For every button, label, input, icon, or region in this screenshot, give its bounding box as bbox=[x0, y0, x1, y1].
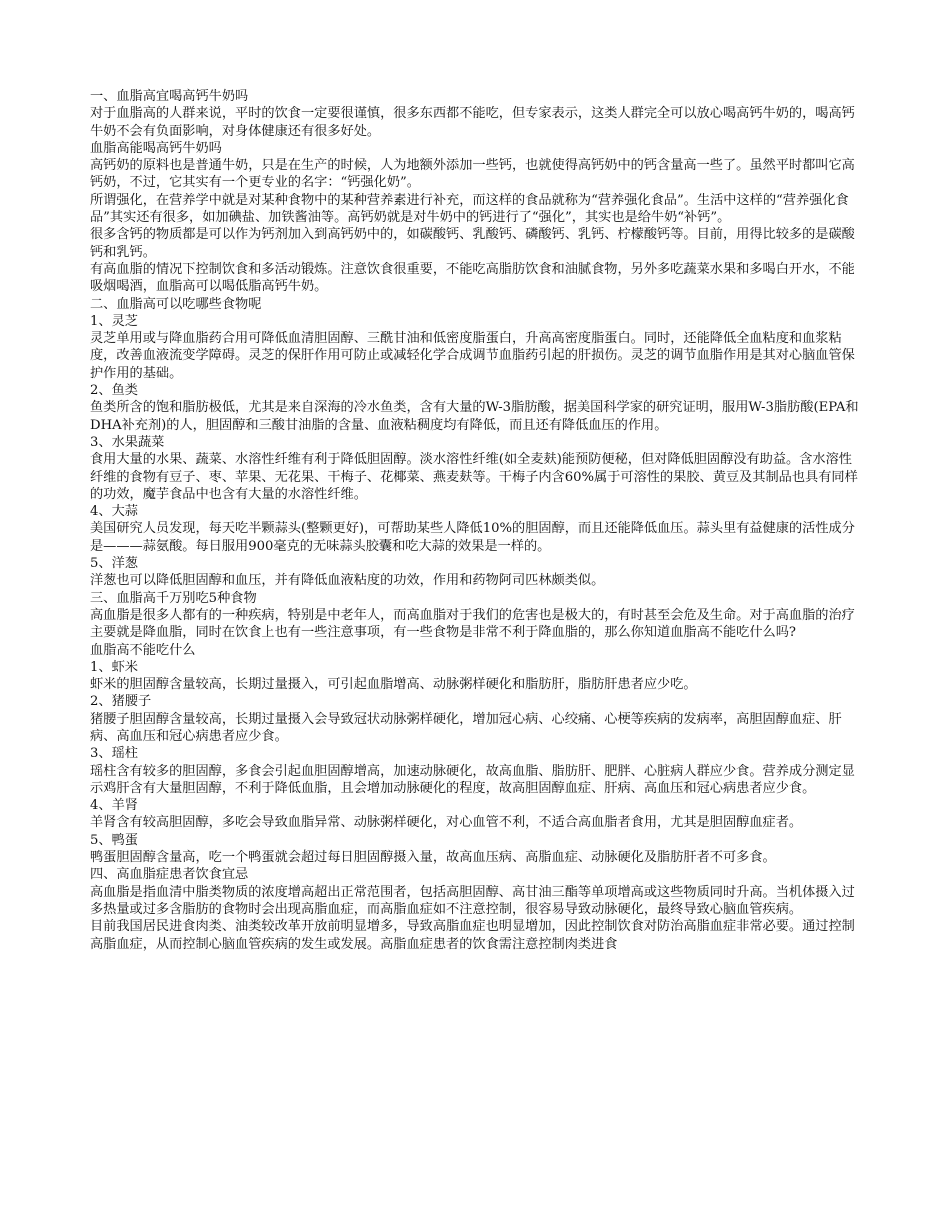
paragraph: 虾米的胆固醇含量较高，长期过量摄入，可引起血脂增高、动脉粥样硬化和脂肪肝，脂肪肝患者应少吃。 bbox=[90, 677, 697, 693]
subheading: 血脂高能喝高钙牛奶吗 bbox=[90, 140, 222, 156]
paragraph: 对于血脂高的人群来说，平时的饮食一定要很谨慎，很多东西都不能吃，但专家表示，这类人群完全可以放心喝高钙牛奶的，喝高钙牛奶不会有负面影响，对身体健康还有很多好处。 bbox=[90, 106, 855, 139]
section-heading-3: 三、血脂高千万别吃5种食物 bbox=[90, 590, 257, 606]
item-heading: 2、猪腰子 bbox=[90, 694, 152, 710]
paragraph: 羊肾含有较高胆固醇，多吃会导致血脂异常、动脉粥样硬化，对心血管不利，不适合高血脂者食用，尤其是胆固醇血症者。 bbox=[90, 815, 803, 831]
paragraph: 鸭蛋胆固醇含量高，吃一个鸭蛋就会超过每日胆固醇摄入量，故高血压病、高脂血症、动脉硬化及脂肪肝者不可多食。 bbox=[90, 850, 776, 866]
paragraph: 食用大量的水果、蔬菜、水溶性纤维有利于降低胆固醇。淡水溶性纤维(如全麦麸)能预防便秘，但对降低胆固醇没有助益。含水溶性纤维的食物有豆子、枣、苹果、无花果、干梅子、花椰菜、燕麦麸等。干梅子内含60%属于可溶性的果胶、黄豆及其制品也具有同样的功效，魔芋食品中也含有大量的水溶性纤维。 bbox=[90, 452, 858, 502]
section-heading-1: 一、血脂高宜喝高钙牛奶吗 bbox=[90, 89, 249, 104]
item-heading: 2、鱼类 bbox=[90, 383, 138, 399]
item-heading: 5、洋葱 bbox=[90, 556, 138, 572]
subheading: 血脂高不能吃什么 bbox=[90, 642, 196, 658]
item-heading: 4、大蒜 bbox=[90, 504, 138, 520]
paragraph: 猪腰子胆固醇含量较高，长期过量摄入会导致冠状动脉粥样硬化，增加冠心病、心绞痛、心梗等疾病的发病率，高胆固醇血症、肝病、高血压和冠心病患者应少食。 bbox=[90, 711, 842, 744]
paragraph: 美国研究人员发现，每天吃半颗蒜头(整颗更好)，可帮助某些人降低10%的胆固醇，而且还能降低血压。蒜头里有益健康的活性成分是———蒜氨酸。每日服用900毫克的无味蒜头胶囊和吃大蒜的效果是一样的。 bbox=[90, 521, 855, 554]
section-heading-2: 二、血脂高可以吃哪些食物呢 bbox=[90, 296, 262, 312]
item-heading: 5、鸭蛋 bbox=[90, 832, 138, 848]
item-heading: 1、灵芝 bbox=[90, 313, 138, 329]
paragraph: 瑶柱含有较多的胆固醇，多食会引起血胆固醇增高，加速动脉硬化，故高血脂、脂肪肝、肥胖、心脏病人群应少食。营养成分测定显示鸡肝含有大量胆固醇，不利于降低血脂，且会增加动脉硬化的程度，故高胆固醇血症、肝病、高血压和冠心病患者应少食。 bbox=[90, 763, 855, 796]
paragraph: 所谓强化，在营养学中就是对某种食物中的某种营养素进行补充，而这样的食品就称为“营养强化食品”。生活中这样的“营养强化食品”其实还有很多，如加碘盐、加铁酱油等。高钙奶就是对牛奶中的钙进行了“强化”，其实也是给牛奶“补钙”。 bbox=[90, 192, 849, 226]
paragraph: 有高血脂的情况下控制饮食和多活动锻炼。注意饮食很重要，不能吃高脂肪饮食和油腻食物，另外多吃蔬菜水果和多喝白开水，不能吸烟喝酒，血脂高可以喝低脂高钙牛奶。 bbox=[90, 261, 855, 295]
paragraph: 洋葱也可以降低胆固醇和血压，并有降低血液粘度的功效，作用和药物阿司匹林颇类似。 bbox=[90, 573, 605, 589]
item-heading: 4、羊肾 bbox=[90, 798, 138, 814]
paragraph: 高血脂是指血清中脂类物质的浓度增高超出正常范围者，包括高胆固醇、高甘油三酯等单项增高或这些物质同时升高。当机体摄入过多热量或过多含脂肪的食物时会出现高脂血症，而高脂血症如不注意控制，很容易导致动脉硬化，最终导致心脑血管疾病。 bbox=[90, 884, 855, 917]
paragraph: 高血脂是很多人都有的一种疾病，特别是中老年人，而高血脂对于我们的危害也是极大的，有时甚至会危及生命。对于高血脂的治疗主要就是降血脂，同时在饮食上也有一些注意事项，有一些食物是非常不利于降血脂的，那么你知道血脂高不能吃什么吗? bbox=[90, 607, 855, 641]
paragraph: 高钙奶的原料也是普通牛奶，只是在生产的时候，人为地额外添加一些钙，也就使得高钙奶中的钙含量高一些了。虽然平时都叫它高钙奶，不过，它其实有一个更专业的名字：“钙强化奶”。 bbox=[90, 158, 855, 191]
paragraph: 灵芝单用或与降血脂药合用可降低血清胆固醇、三酰甘油和低密度脂蛋白，升高高密度脂蛋白。同时，还能降低全血粘度和血浆粘度，改善血液流变学障碍。灵芝的保肝作用可防止或减轻化学合成调节血脂药引起的肝损伤。灵芝的调节血脂作用是其对心脑血管保护作用的基础。 bbox=[90, 331, 855, 381]
section-heading-4: 四、高血脂症患者饮食宜忌 bbox=[90, 867, 249, 883]
item-heading: 1、虾米 bbox=[90, 659, 138, 675]
item-heading: 3、水果蔬菜 bbox=[90, 434, 165, 450]
paragraph: 很多含钙的物质都是可以作为钙剂加入到高钙奶中的，如碳酸钙、乳酸钙、磷酸钙、乳钙、柠檬酸钙等。目前，用得比较多的是碳酸钙和乳钙。 bbox=[90, 227, 855, 260]
paragraph: 目前我国居民进食肉类、油类较改革开放前明显增多，导致高脂血症也明显增加，因此控制饮食对防治高脂血症非常必要。通过控制高脂血症，从而控制心脑血管疾病的发生或发展。高脂血症患者的饮食需注意控制肉类进食 bbox=[90, 919, 855, 952]
item-heading: 3、瑶柱 bbox=[90, 746, 138, 762]
paragraph: 鱼类所含的饱和脂肪极低，尤其是来自深海的冷水鱼类，含有大量的W-3脂肪酸，据美国科学家的研究证明，服用W-3脂肪酸(EPA和DHA补充剂)的人，胆固醇和三酸甘油脂的含量、血液粘稠度均有降低，而且还有降低血压的作用。 bbox=[90, 400, 859, 433]
